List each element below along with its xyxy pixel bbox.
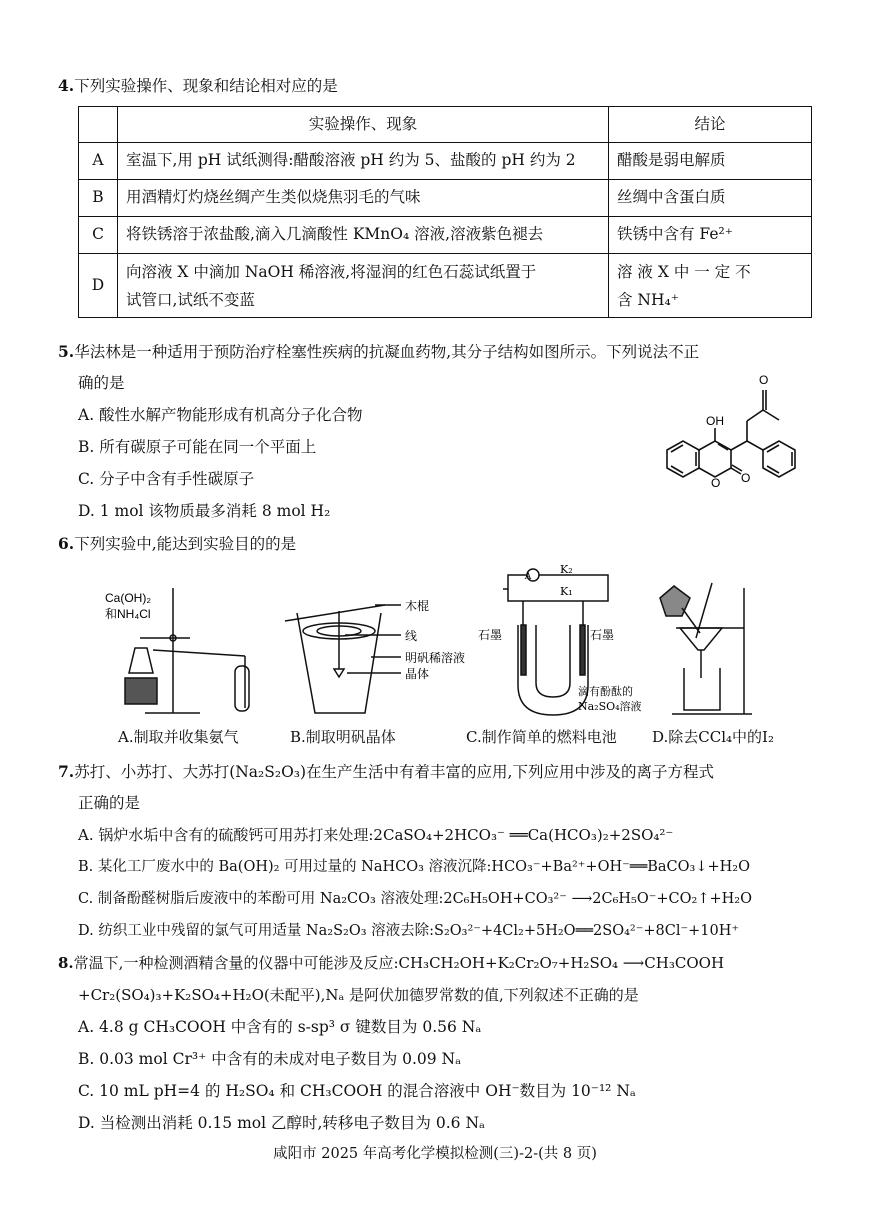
caption-b: B.制取明矾晶体 — [290, 728, 396, 746]
caption-a: A.制取并收集氨气 — [118, 728, 239, 746]
q8-option-d: D. 当检测出消耗 0.15 mol 乙醇时,转移电子数目为 0.6 Nₐ — [78, 1114, 485, 1132]
q6-number: 6. — [58, 534, 75, 553]
q4-stem — [58, 76, 338, 96]
label-solution: 明矾稀溶液 — [405, 651, 466, 665]
apparatus-d-filtration — [652, 578, 762, 723]
q5-stem-line2: 确的是 — [78, 374, 125, 392]
table-header-row — [79, 107, 812, 143]
page-footer: 咸阳市 2025 年高考化学模拟检测(三)-2-(共 8 页) — [273, 1146, 597, 1162]
caption-c: C.制作简单的燃料电池 — [466, 728, 617, 746]
ammeter-icon: A — [524, 572, 532, 582]
row-operation-line2: 试管口,试纸不变蓝 — [126, 290, 255, 309]
ring-oxygen-label: O — [711, 476, 721, 490]
table-row — [79, 254, 812, 318]
warfarin-structure-diagram — [655, 368, 825, 508]
q7-stem-line1 — [58, 762, 714, 782]
q8-option-c: C. 10 mL pH=4 的 H₂SO₄ 和 CH₃COOH 的混合溶液中 OH⁻数目为 10⁻¹² Nₐ — [78, 1082, 636, 1100]
left-electrode-label: 石墨 — [478, 628, 503, 642]
q8-number: 8. — [58, 954, 74, 972]
apparatus-a-ammonia — [95, 578, 270, 723]
oh-label: OH — [706, 414, 724, 428]
row-label: A — [79, 143, 118, 180]
q5-option-b: B. 所有碳原子可能在同一个平面上 — [78, 438, 317, 456]
q7-stem-line2: 正确的是 — [78, 794, 141, 812]
row-label: C — [79, 217, 118, 254]
right-electrode-label: 石墨 — [590, 628, 615, 642]
q4-text: 下列实验操作、现象和结论相对应的是 — [74, 77, 338, 95]
q7-option-d: D. 纺织工业中残留的氯气可用适量 Na₂S₂O₃ 溶液去除:S₂O₃²⁻+4Cl₂+5H₂O══2SO₄²⁻+8Cl⁻+10H⁺ — [78, 923, 740, 939]
q5-option-d: D. 1 mol 该物质最多消耗 8 mol H₂ — [78, 502, 331, 520]
q8-option-a: A. 4.8 g CH₃COOH 中含有的 s-sp³ σ 键数目为 0.56 Nₐ — [78, 1018, 482, 1036]
reagent-label-1: Ca(OH)₂ — [105, 591, 151, 605]
q7-option-c: C. 制备酚醛树脂后废液中的苯酚可用 Na₂CO₃ 溶液处理:2C₆H₅OH+CO₃²⁻ ⟶2C₆H₅O⁻+CO₂↑+H₂O — [78, 891, 752, 907]
q7-number: 7. — [58, 762, 75, 781]
row-operation — [118, 254, 609, 318]
carbonyl-oxygen-label: O — [741, 471, 751, 485]
table-header-conclusion: 结论 — [609, 107, 812, 143]
q6-stem — [58, 534, 296, 554]
q6-text: 下列实验中,能达到实验目的的是 — [74, 535, 297, 553]
q5-number: 5. — [58, 342, 75, 361]
q8-stem-line2: +Cr₂(SO₄)₃+K₂SO₄+H₂O(未配平),Nₐ 是阿伏加德罗常数的值,下列叙述不正确的是 — [78, 986, 639, 1004]
row-conclusion: 醋酸是弱电解质 — [609, 143, 812, 180]
row-conclusion-line1: 溶 液 X 中 一 定 不 — [617, 262, 751, 281]
label-thread: 线 — [405, 629, 418, 643]
solution-label-2: Na₂SO₄溶液 — [578, 700, 642, 713]
table-row — [79, 217, 812, 254]
row-operation-line1: 向溶液 X 中滴加 NaOH 稀溶液,将湿润的红色石蕊试纸置于 — [126, 262, 537, 281]
caption-d: D.除去CCl₄中的I₂ — [652, 728, 774, 746]
switch-k2-label: K₂ — [560, 565, 573, 576]
table-row — [79, 143, 812, 180]
apparatus-b-alum — [275, 583, 480, 723]
row-label: B — [79, 180, 118, 217]
table-row — [79, 180, 812, 217]
q5-text1: 华法林是一种适用于预防治疗栓塞性疾病的抗凝血药物,其分子结构如图所示。下列说法不正 — [74, 343, 700, 361]
q4-number: 4. — [58, 76, 75, 95]
q5-stem-line1 — [58, 342, 699, 362]
q8-stem-line1 — [58, 954, 724, 973]
solution-label-1: 滴有酚酞的 — [578, 685, 633, 698]
reagent-label-2: 和NH₄Cl — [105, 607, 151, 621]
q5-option-a: A. 酸性水解产物能形成有机高分子化合物 — [78, 406, 363, 424]
q7-text1: 苏打、小苏打、大苏打(Na₂S₂O₃)在生产生活中有着丰富的应用,下列应用中涉及的离子方程式 — [74, 763, 714, 781]
row-conclusion — [609, 254, 812, 318]
q8-text1: 常温下,一种检测酒精含量的仪器中可能涉及反应:CH₃CH₂OH+K₂Cr₂O₇+H₂SO₄ ⟶CH₃COOH — [73, 954, 725, 972]
row-conclusion-line2: 含 NH₄⁺ — [617, 290, 679, 309]
row-operation: 室温下,用 pH 试纸测得:醋酸溶液 pH 约为 5、盐酸的 pH 约为 2 — [118, 143, 609, 180]
row-conclusion: 丝绸中含蛋白质 — [609, 180, 812, 217]
q7-option-a: A. 锅炉水垢中含有的硫酸钙可用苏打来处理:2CaSO₄+2HCO₃⁻ ══Ca(HCO₃)₂+2SO₄²⁻ — [78, 826, 674, 844]
q7-option-b: B. 某化工厂废水中的 Ba(OH)₂ 可用过量的 NaHCO₃ 溶液沉降:HCO₃⁻+Ba²⁺+OH⁻══BaCO₃↓+H₂O — [78, 859, 750, 875]
table-header-operation: 实验操作、现象 — [118, 107, 609, 143]
row-operation: 用酒精灯灼烧丝绸产生类似烧焦羽毛的气味 — [118, 180, 609, 217]
ketone-oxygen-label: O — [759, 373, 769, 387]
switch-k1-label: K₁ — [560, 585, 573, 598]
table-header-blank — [79, 107, 118, 143]
label-crystal: 晶体 — [405, 667, 430, 681]
row-conclusion: 铁锈中含有 Fe²⁺ — [609, 217, 812, 254]
row-operation: 将铁锈溶于浓盐酸,滴入几滴酸性 KMnO₄ 溶液,溶液紫色褪去 — [118, 217, 609, 254]
label-stick: 木棍 — [405, 599, 430, 613]
q8-option-b: B. 0.03 mol Cr³⁺ 中含有的未成对电子数目为 0.09 Nₐ — [78, 1050, 462, 1068]
q5-option-c: C. 分子中含有手性碳原子 — [78, 470, 255, 488]
apparatus-c-fuel-cell — [478, 565, 658, 725]
q4-table — [78, 106, 812, 318]
row-label: D — [79, 254, 118, 318]
